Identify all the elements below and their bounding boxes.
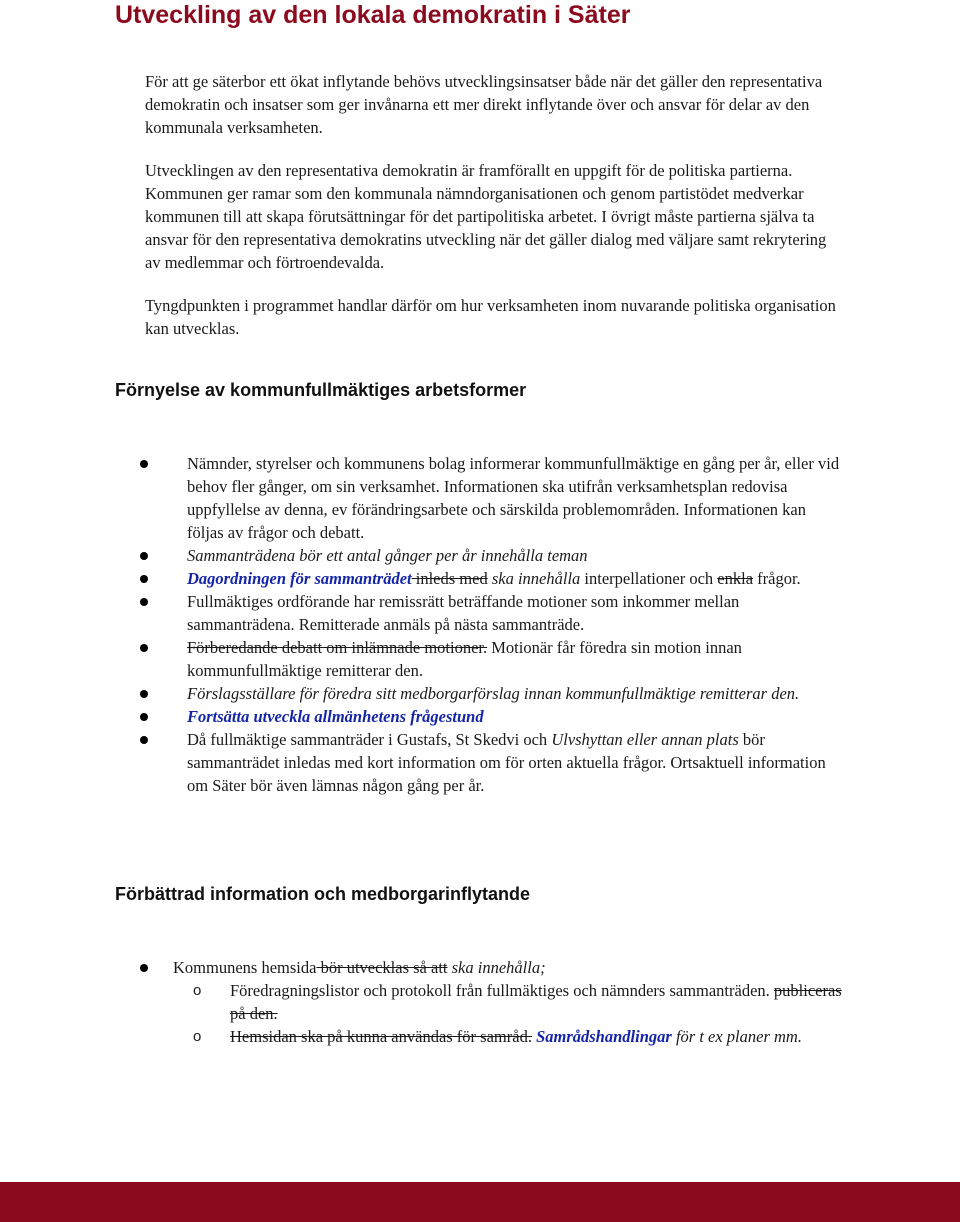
highlighted-text: Samrådshandlingar bbox=[531, 1027, 672, 1046]
list-item-text: Sammanträdena bör ett antal gånger per år innehålla teman bbox=[187, 546, 588, 565]
list-item bbox=[140, 590, 840, 636]
highlighted-text: Fortsätta utveckla allmänhetens frågestund bbox=[187, 707, 484, 726]
struck-text: bör utvecklas så att bbox=[316, 958, 448, 977]
struck-text: enkla bbox=[717, 569, 754, 588]
list-item bbox=[140, 682, 840, 705]
arbetsformer-list bbox=[140, 452, 840, 797]
struck-text: inleds med bbox=[411, 569, 488, 588]
list-item-text: Fullmäktiges ordförande har remissrätt beträffande motioner som inkommer mellan sammanträdena. Remitterade anmäls på nästa sammanträde. bbox=[187, 592, 740, 634]
circle-bullet-icon: o bbox=[193, 982, 202, 999]
sub-list-item-text: Föredragningslistor och protokoll från fullmäktiges och nämnders sammanträden. bbox=[230, 981, 774, 1000]
bullet-icon bbox=[140, 460, 148, 468]
struck-text: publiceras på den. bbox=[230, 981, 842, 1023]
section-heading-1: Förnyelse av kommunfullmäktiges arbetsformer bbox=[115, 380, 527, 400]
list-item bbox=[140, 705, 840, 728]
section-heading-2: Förbättrad information och medborgarinflytande bbox=[115, 884, 531, 904]
inserted-text: Ulvshyttan eller annan plats bbox=[551, 730, 739, 749]
bullet-icon bbox=[140, 713, 148, 721]
sub-list-item bbox=[173, 1025, 855, 1048]
agenda-heading: Dagordningen för sammanträdet bbox=[187, 569, 412, 588]
struck-text: Hemsidan ska på kunna användas för samråd. bbox=[230, 1027, 532, 1046]
list-item bbox=[140, 956, 855, 1048]
bullet-icon bbox=[140, 598, 148, 606]
list-item-text: Motionär får föredra sin motion innan kommunfullmäktige remitterar den. bbox=[187, 638, 742, 680]
intro-text bbox=[145, 70, 845, 360]
struck-text: Förberedande debatt om inlämnade motioner. bbox=[187, 638, 488, 657]
intro-paragraph-1: För att ge säterbor ett ökat inflytande behövs utvecklingsinsatser både när det gäller den representativa demokratin och insatser som ger invånarna ett mer direkt inflytande över och ansvar för delar av den kommunala verksamheten. bbox=[145, 72, 823, 137]
circle-bullet-icon: o bbox=[193, 1028, 202, 1045]
list-item bbox=[140, 452, 840, 544]
list-item-text: Då fullmäktige sammanträder i Gustafs, St Skedvi och bbox=[187, 730, 552, 749]
list-item bbox=[140, 567, 840, 590]
list-item-text: bör sammanträdet inledas med kort information om för orten aktuella frågor. Ortsaktuell information om Säter bör även lämnas någon gång per år. bbox=[187, 730, 826, 795]
list-item-text: interpellationer och bbox=[580, 569, 718, 588]
list-item-text: frågor. bbox=[753, 569, 801, 588]
intro-paragraph-3: Tyngdpunkten i programmet handlar därför om hur verksamheten inom nuvarande politiska organisation kan utvecklas. bbox=[145, 296, 836, 338]
sub-list-item bbox=[173, 979, 855, 1025]
bullet-icon bbox=[140, 690, 148, 698]
bullet-icon bbox=[140, 575, 148, 583]
list-item bbox=[140, 544, 840, 567]
list-item bbox=[140, 728, 840, 797]
bullet-icon bbox=[140, 644, 148, 652]
list-item-text: Nämnder, styrelser och kommunens bolag informerar kommunfullmäktige en gång per år, eller vid behov fler gånger, om sin verksamhet. Informationen ska utifrån verksamhetsplan redovisa uppfyllelse av denna, ev förändringsarbete och särskilda problemområden. Informationen kan följas av frågor och debatt. bbox=[187, 454, 840, 542]
page-title: Utveckling av den lokala demokratin i Säter bbox=[115, 1, 631, 29]
list-item-text: Förslagsställare för föredra sitt medborgarförslag innan kommunfullmäktige remitterar den. bbox=[187, 684, 800, 703]
inserted-text: för t ex planer mm. bbox=[671, 1027, 802, 1046]
inserted-text: ska innehålla bbox=[487, 569, 581, 588]
list-item-text: Kommunens hemsida bbox=[173, 958, 317, 977]
information-list bbox=[140, 956, 855, 1048]
footer-bar bbox=[0, 1182, 960, 1222]
inserted-text: ska innehålla; bbox=[447, 958, 546, 977]
intro-paragraph-2: Utvecklingen av den representativa demokratin är framförallt en uppgift för de politiska partierna. Kommunen ger ramar som den kommunala nämndorganisationen och genom partistödet medverkar kommunen till att skapa förutsättningar för det partipolitiska arbetet. I övrigt måste partierna själva ta ansvar för den representativa demokratins utveckling när det gäller dialog med väljare samt rekrytering av medlemmar och förtroendevalda. bbox=[145, 161, 827, 272]
bullet-icon bbox=[140, 964, 148, 972]
sub-list bbox=[173, 979, 855, 1048]
list-item bbox=[140, 636, 840, 682]
bullet-icon bbox=[140, 736, 148, 744]
bullet-icon bbox=[140, 552, 148, 560]
